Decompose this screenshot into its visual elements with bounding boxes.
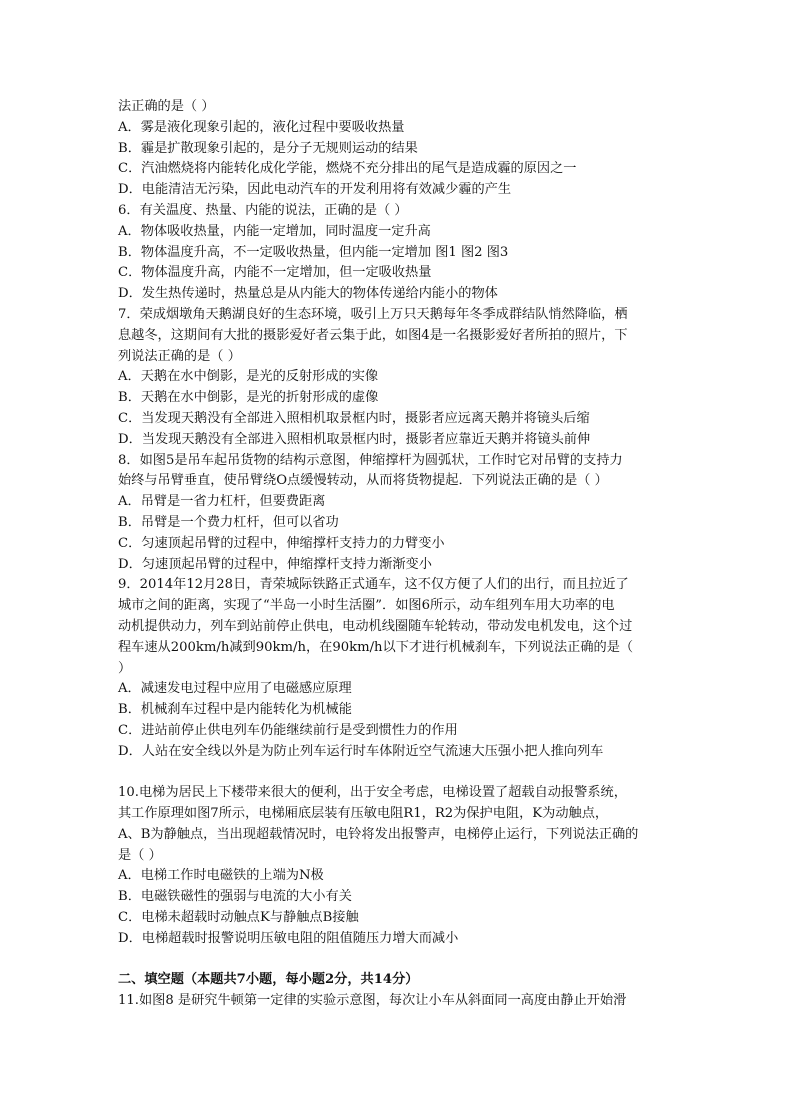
q9-stem-line-1: 9．2014年12月28日，青荣城际铁路正式通车，这不仅方便了人们的出行，而且拉近了 [118,577,629,593]
q8-stem-line-1: 8．如图5是吊车起吊货物的结构示意图，伸缩撑杆为圆弧状，工作时它对吊臂的支持力 [118,452,623,468]
q6-option-b: B．物体温度升高，不一定吸收热量，但内能一定增加 图1 图2 图3 [118,244,509,260]
q7-option-b: B．天鹅在水中倒影，是光的折射形成的虚像 [118,390,379,406]
section-heading-fill-in: 二、填空题（本题共7小题，每小题2分，共14分） [118,972,419,988]
q6-option-d: D．发生热传递时，热量总是从内能大的物体传递给内能小的物体 [118,286,498,302]
q5-option-d: D．电能清洁无污染，因此电动汽车的开发利用将有效减少霾的产生 [118,182,512,198]
q7-option-a: A．天鹅在水中倒影，是光的反射形成的实像 [118,369,379,385]
q9-option-d: D．人站在安全线以外是为防止列车运行时车体附近空气流速大压强小把人推向列车 [118,743,604,759]
q8-option-a: A．吊臂是一省力杠杆，但要费距离 [118,494,326,510]
q5-option-b: B．霾是扩散现象引起的，是分子无规则运动的结果 [118,140,418,156]
q10-option-d: D．电梯超载时报警说明压敏电阻的阻值随压力增大而减小 [118,930,459,946]
q5-option-a: A．雾是液化现象引起的，液化过程中要吸收热量 [118,119,405,135]
q6-option-c: C．物体温度升高，内能不一定增加，但一定吸收热量 [118,265,432,281]
q8-option-b: B．吊臂是一个费力杠杆，但可以省功 [118,514,339,530]
q9-stem-line-3: 动机提供动力，列车到站前停止供电，电动机线圈随车轮转动，带动发电机发电，这个过 [118,618,633,634]
q7-option-c: C．当发现天鹅没有全部进入照相机取景框内时，摄影者应远离天鹅并将镜头后缩 [118,410,590,426]
q5-stem-end: 法正确的是（ ） [118,99,215,114]
q10-stem-line-3: A、B为静触点，当出现超载情况时，电铃将发出报警声，电梯停止运行，下列说法正确的 [118,826,639,842]
q10-stem-line-2: 其工作原理如图7所示，电梯厢底层装有压敏电阻R1，R2为保护电阻，K为动触点， [118,806,609,822]
q9-stem-line-4: 程车速从200km/h减到90km/h，在90km/h以下才进行机械刹车，下列说法正确的是（ [118,639,634,655]
q7-stem-line-3: 列说法正确的是（ ） [118,348,241,364]
q10-option-a: A．电梯工作时电磁铁的上端为N极 [118,868,324,884]
q9-option-a: A．减速发电过程中应用了电磁感应原理 [118,681,352,697]
q8-option-d: D．匀速顶起吊臂的过程中，伸缩撑杆支持力渐渐变小 [118,556,432,572]
spacer [118,950,678,971]
page-content [118,97,678,1012]
q5-option-c: C．汽油燃烧将内能转化成化学能，燃烧不充分排出的尾气是造成霾的原因之一 [118,161,577,177]
q9-stem-line-2: 城市之间的距离，实现了“半岛一小时生活圈”．如图6所示，动车组列车用大功率的电 [118,598,615,614]
q10-stem-line-1: 10.电梯为居民上下楼带来很大的便利，出于安全考虑，电梯设置了超载自动报警系统， [118,785,627,801]
q10-option-c: C．电梯未超载时动触点K与静触点B接触 [118,910,359,926]
q6-option-a: A．物体吸收热量，内能一定增加，同时温度一定升高 [118,223,431,239]
q7-option-d: D．当发现天鹅没有全部进入照相机取景框内时，摄影者应靠近天鹅并将镜头前伸 [118,431,591,447]
q8-option-c: C．匀速顶起吊臂的过程中，伸缩撑杆支持力的力臂变小 [118,535,445,551]
q7-stem-line-2: 息越冬，这期间有大批的摄影爱好者云集于此，如图4是一名摄影爱好者所拍的照片，下 [118,327,628,343]
q6-stem: 6．有关温度、热量、内能的说法，正确的是（ ） [118,202,408,218]
q9-option-c: C．进站前停止供电列车仍能继续前行是受到惯性力的作用 [118,722,458,738]
q11-stem-line-1: 11.如图8 是研究牛顿第一定律的实验示意图，每次让小车从斜面同一高度由静止开始滑 [118,993,627,1009]
q7-stem-line-1: 7．荣成烟墩角天鹅湖良好的生态环境，吸引上万只天鹅每年冬季成群结队悄然降临，栖 [118,306,628,322]
q10-stem-line-4: 是（ ） [118,847,162,863]
q9-option-b: B．机械刹车过程中是内能转化为机械能 [118,702,352,718]
q8-stem-line-2: 始终与吊臂垂直，使吊臂绕O点缓慢转动，从而将货物提起．下列说法正确的是（ ） [118,473,608,489]
q10-option-b: B．电磁铁磁性的强弱与电流的大小有关 [118,889,352,905]
q9-stem-line-5: ） [118,660,132,676]
spacer [118,763,678,784]
